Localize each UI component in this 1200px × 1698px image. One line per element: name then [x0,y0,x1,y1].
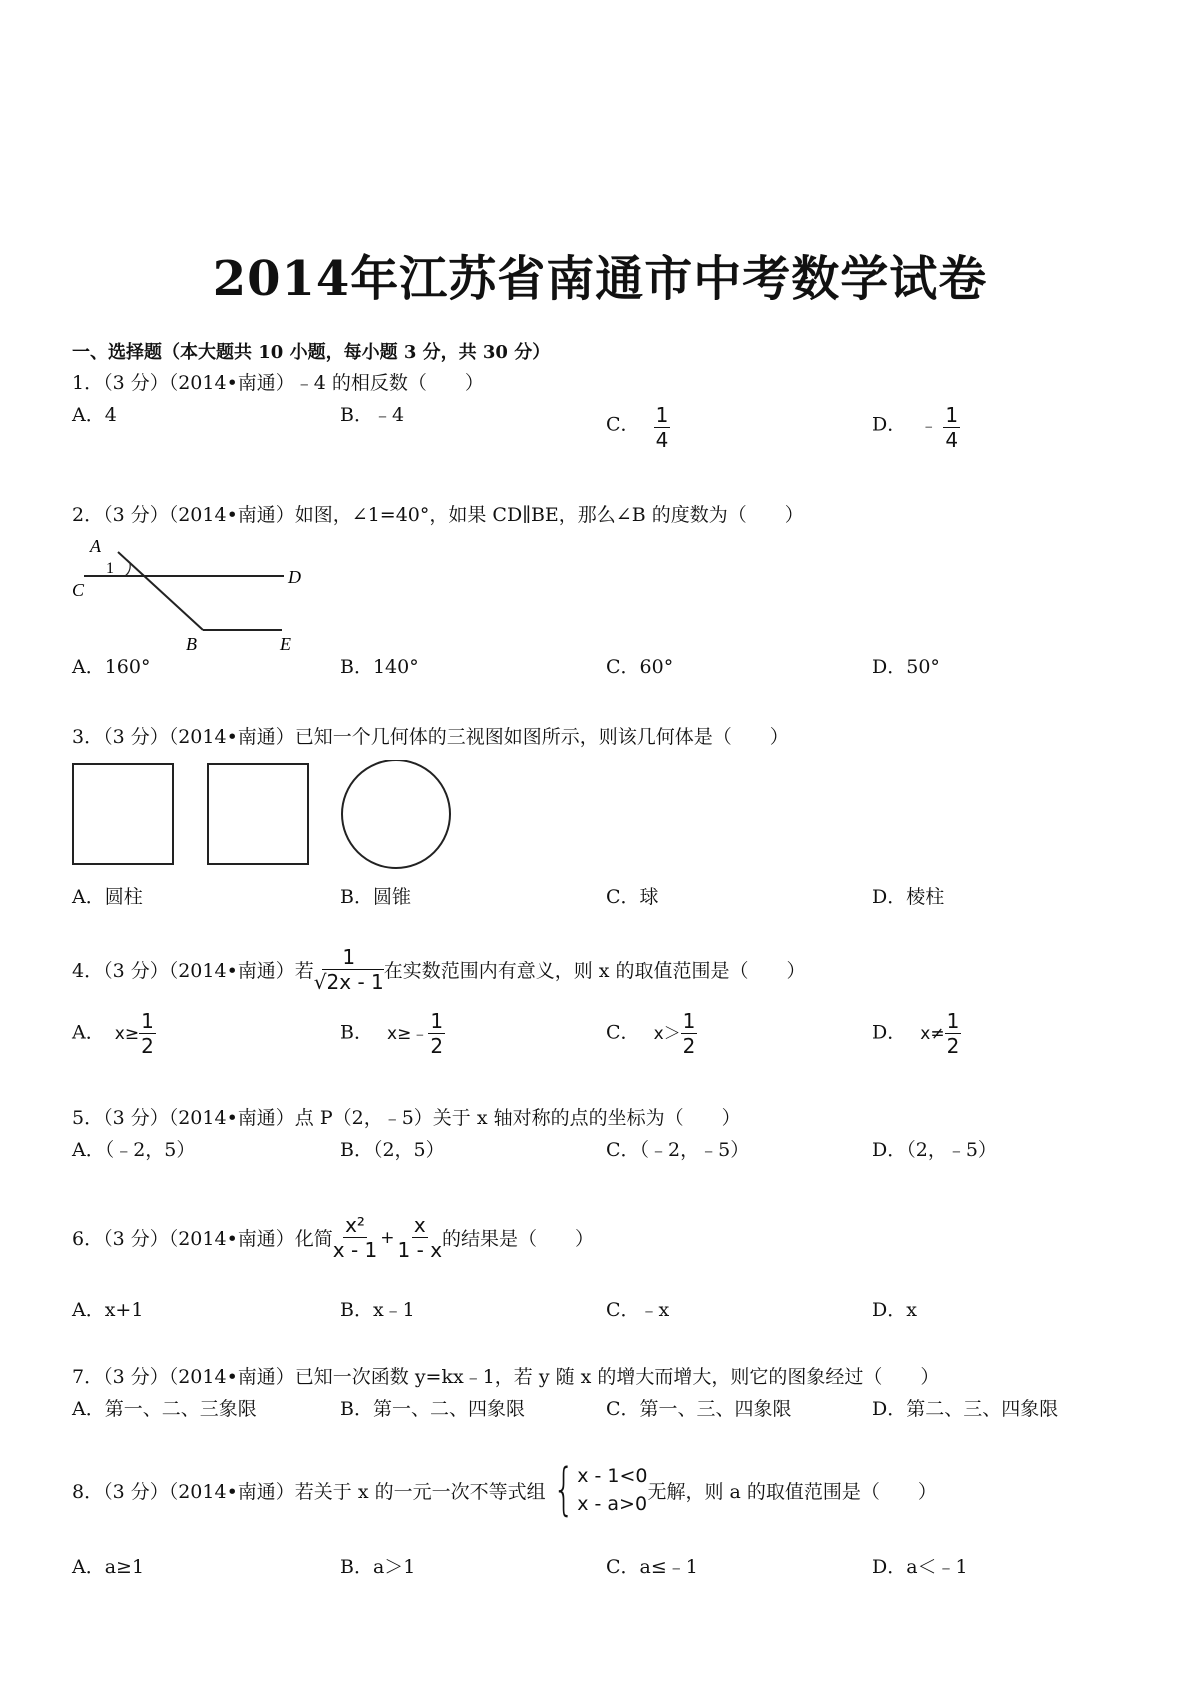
fraction [681,1010,698,1057]
q7-option-c[interactable]: C．第一、三、四象限 [606,1398,792,1420]
q8-option-b[interactable]: B．a＞1 [340,1556,416,1578]
numerator: 1 [682,1009,696,1033]
q2-option-b[interactable]: B．140° [340,656,419,678]
numerator: x [413,1213,426,1237]
q3-option-b[interactable]: B．圆锥 [340,886,411,908]
option-label: D． [872,1021,907,1044]
label-angle-1: 1 [106,560,114,577]
three-view-figure [70,760,460,872]
q5-option-c[interactable]: C．（﹣2，﹣5） [606,1139,750,1161]
q4-option-d[interactable] [872,1010,961,1057]
q2-option-a[interactable]: A．160° [72,656,151,678]
question-1-stem: 1．（3 分）（2014•南通）﹣4 的相反数（ ） [72,372,484,394]
parallel-lines-figure [68,530,318,655]
label-a: A [90,536,101,556]
transversal-ab [118,552,203,630]
label-c: C [72,580,85,600]
q7-option-b[interactable]: B．第一、二、四象限 [340,1398,525,1420]
numerator: 1 [946,1009,960,1033]
relation: x≠ [920,1023,945,1044]
q3-option-c[interactable]: C．球 [606,886,659,908]
top-view-circle [342,760,450,868]
q3-option-a[interactable]: A．圆柱 [72,886,143,908]
q1-option-c[interactable] [606,400,670,451]
denominator: 2 [141,1034,154,1058]
q5-option-a[interactable]: A．（﹣2，5） [72,1139,196,1161]
stem-suffix: 的结果是（ ） [442,1228,595,1250]
question-6-stem [72,1214,594,1261]
inequality-1: x - 1<0 [577,1465,648,1487]
q7-option-d[interactable]: D．第二、三、四象限 [872,1398,1059,1420]
numerator: 1 [141,1009,154,1033]
denominator: 2 [682,1034,696,1058]
section-heading: 一、选择题（本大题共 10 小题，每小题 3 分，共 30 分） [72,342,551,363]
q5-option-b[interactable]: B．（2，5） [340,1139,445,1161]
side-view-square [208,764,308,864]
brace-symbol: { [552,1457,575,1522]
option-label: B． [340,1021,373,1044]
fraction [945,1010,962,1057]
fraction [139,1010,156,1057]
plus-sign: + [380,1227,395,1248]
numerator: x² [345,1213,365,1237]
q4-option-b[interactable] [340,1010,445,1057]
q4-option-a[interactable] [72,1010,156,1057]
q3-option-d[interactable]: D．棱柱 [872,886,945,908]
fraction [943,404,960,451]
radicand: 2x - 1 [326,970,384,994]
relation: x≥﹣ [387,1023,429,1044]
front-view-square [73,764,173,864]
q1-option-b[interactable]: B．﹣4 [340,404,405,426]
option-label: C． [606,1021,640,1044]
exam-title: 2014年江苏省南通市中考数学试卷 [212,251,988,307]
q5-option-d[interactable]: D．（2，﹣5） [872,1139,997,1161]
question-8-stem [72,1457,937,1522]
q8-option-c[interactable]: C．a≤﹣1 [606,1556,698,1578]
q7-option-a[interactable]: A．第一、二、三象限 [72,1398,257,1420]
stem-suffix: 无解，则 a 的取值范围是（ ） [647,1480,937,1503]
q6-option-b[interactable]: B．x﹣1 [340,1299,415,1321]
numerator: 1 [655,403,669,427]
inequality-2: x - a>0 [577,1493,648,1515]
question-7-stem: 7．（3 分）（2014•南通）已知一次函数 y=kx﹣1，若 y 随 x 的增大而增大，则它的图象经过（ ） [72,1366,940,1388]
relation: x＞ [653,1023,681,1044]
minus-sign: ﹣ [920,415,938,436]
option-label: D． [872,413,907,436]
q1-option-d[interactable] [872,400,960,451]
label-e: E [280,634,291,654]
q2-option-c[interactable]: C．60° [606,656,674,678]
question-4-stem [72,946,806,993]
q6-option-d[interactable]: D．x [872,1299,917,1321]
denominator: 4 [655,428,669,452]
stem-prefix: 4．（3 分）（2014•南通）若 [72,960,314,982]
numerator: 1 [945,403,959,427]
label-b: B [186,634,197,654]
radical-fraction [314,946,384,993]
q8-option-d[interactable]: D．a＜﹣1 [872,1556,968,1578]
question-2-stem: 2．（3 分）（2014•南通）如图，∠1=40°，如果 CD∥BE，那么∠B 的度数为（ ） [72,504,804,526]
inequality-system [577,1465,647,1515]
q8-option-a[interactable]: A．a≥1 [72,1556,145,1578]
stem-prefix: 6．（3 分）（2014•南通）化简 [72,1228,333,1250]
q6-option-a[interactable]: A．x+1 [72,1299,144,1321]
fraction-2 [398,1214,443,1261]
radical-sign: √ [313,970,327,994]
angle-1-arc [125,564,130,576]
numerator: 1 [322,946,375,970]
fraction [428,1010,445,1057]
option-label: C． [606,413,640,436]
denominator: x - 1 [332,1238,378,1262]
question-3-stem: 3．（3 分）（2014•南通）已知一个几何体的三视图如图所示，则该几何体是（ ） [72,726,789,748]
q2-option-d[interactable]: D．50° [872,656,940,678]
label-d: D [288,567,301,587]
fraction-1 [333,1214,378,1261]
denominator: 4 [945,428,959,452]
option-label: A． [72,1021,105,1044]
stem-prefix: 8．（3 分）（2014•南通）若关于 x 的一元一次不等式组 [72,1480,546,1503]
q1-option-a[interactable]: A．4 [72,404,117,426]
radical-denominator [314,970,384,993]
denominator: 1 - x [397,1238,443,1262]
relation: x≥ [114,1023,140,1044]
fraction [654,404,671,451]
stem-suffix: 在实数范围内有意义，则 x 的取值范围是（ ） [383,960,806,982]
denominator: 2 [946,1034,960,1058]
denominator: 2 [430,1034,444,1058]
question-5-stem: 5．（3 分）（2014•南通）点 P（2，﹣5）关于 x 轴对称的点的坐标为（ ） [72,1107,741,1129]
q6-option-c[interactable]: C．﹣x [606,1299,670,1321]
q4-option-c[interactable] [606,1010,697,1057]
numerator: 1 [430,1009,444,1033]
